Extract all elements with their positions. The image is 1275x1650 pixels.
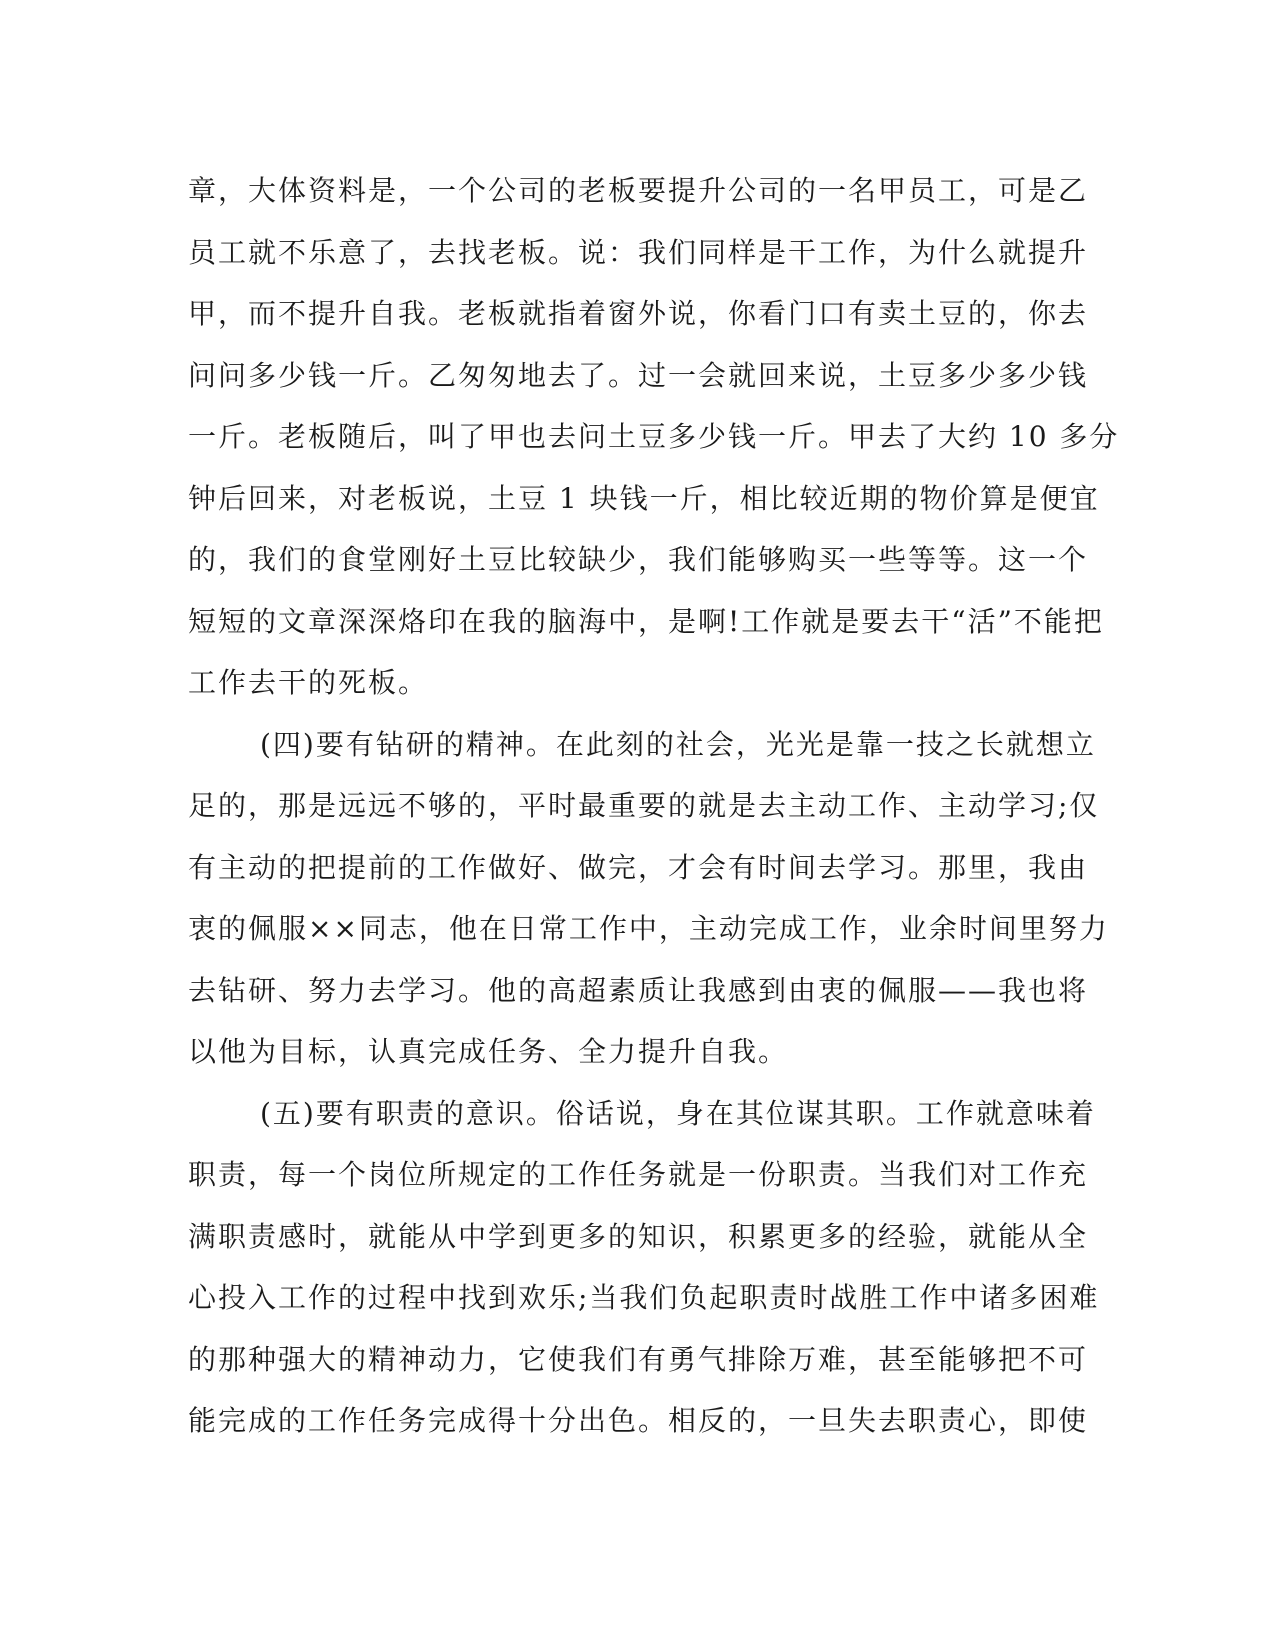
text-line: 的那种强大的精神动力，它使我们有勇气排除万难，甚至能够把不可 (188, 1342, 1089, 1376)
paragraph-potato-story (188, 160, 1120, 714)
text-line: 衷的佩服××同志，他在日常工作中，主动完成工作，业余时间里努力 (188, 912, 1109, 945)
text-line: 满职责感时，就能从中学到更多的知识，积累更多的经验，就能从全 (188, 1219, 1089, 1253)
paragraph-section-four (188, 714, 1109, 1083)
text-line: 短短的文章深深烙印在我的脑海中，是啊!工作就是要去干“活”不能把 (188, 604, 1104, 638)
text-line: 的，我们的食堂刚好土豆比较缺少，我们能够购买一些等等。这一个 (188, 543, 1089, 576)
text-line-indented: (五)要有职责的意识。俗话说，身在其位谋其职。工作就意味着 (260, 1096, 1096, 1130)
text-line: 以他为目标，认真完成任务、全力提升自我。 (188, 1035, 789, 1068)
paragraph-section-five (188, 1083, 1100, 1452)
text-line: 章，大体资料是，一个公司的老板要提升公司的一名甲员工，可是乙 (188, 174, 1089, 207)
text-line: 一斤。老板随后，叫了甲也去问土豆多少钱一斤。甲去了大约 10 多分 (188, 420, 1120, 453)
text-line: 钟后回来，对老板说，土豆 1 块钱一斤，相比较近期的物价算是便宜 (188, 481, 1100, 515)
text-line: 能完成的工作任务完成得十分出色。相反的，一旦失去职责心，即使 (188, 1404, 1089, 1437)
text-line-indented: (四)要有钻研的精神。在此刻的社会，光光是靠一技之长就想立 (260, 727, 1096, 761)
document-body (188, 160, 1120, 1452)
text-line: 问问多少钱一斤。乙匆匆地去了。过一会就回来说，土豆多少多少钱 (188, 358, 1089, 392)
text-line: 员工就不乐意了，去找老板。说：我们同样是干工作，为什么就提升 (188, 235, 1089, 269)
text-line: 甲，而不提升自我。老板就指着窗外说，你看门口有卖土豆的，你去 (188, 297, 1089, 330)
text-line: 足的，那是远远不够的，平时最重要的就是去主动工作、主动学习;仅 (188, 789, 1100, 822)
text-line: 去钻研、努力去学习。他的高超素质让我感到由衷的佩服——我也将 (188, 973, 1089, 1007)
text-line: 职责，每一个岗位所规定的工作任务就是一份职责。当我们对工作充 (188, 1158, 1089, 1191)
text-line: 有主动的把提前的工作做好、做完，才会有时间去学习。那里，我由 (188, 850, 1089, 884)
text-line: 工作去干的死板。 (188, 666, 429, 699)
text-line: 心投入工作的过程中找到欢乐;当我们负起职责时战胜工作中诸多困难 (188, 1281, 1100, 1314)
